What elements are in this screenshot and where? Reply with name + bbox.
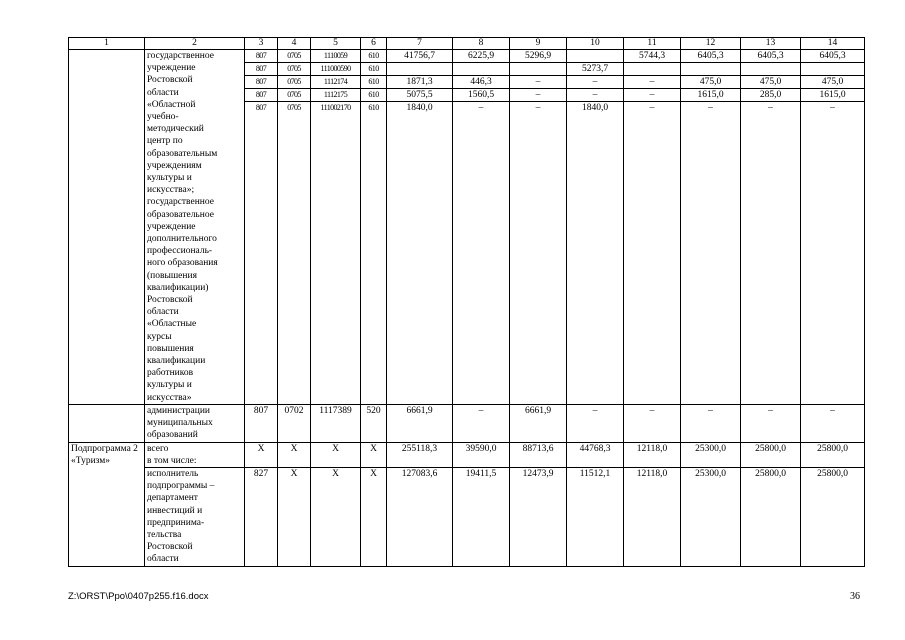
sub-row-value — [510, 63, 566, 76]
column-number-2: 2 — [145, 38, 245, 50]
sub-row-value: 0705 — [287, 103, 301, 112]
sub-row-value: 807 — [245, 63, 277, 76]
sub-row-value: 610 — [361, 76, 386, 89]
sub-row-value: – — [624, 76, 680, 89]
sub-row-value: 610 — [361, 63, 386, 76]
text-line: повышения — [147, 343, 194, 354]
text-line: тельства — [147, 529, 182, 540]
sub-row-value: 475,0 — [741, 76, 800, 89]
col6-cell: 520 — [361, 404, 387, 442]
col10-cell — [567, 50, 624, 405]
col6-cell — [361, 50, 387, 405]
sub-row-value: 446,3 — [453, 76, 509, 89]
sub-row-value: – — [624, 89, 680, 102]
col8-cell: – — [453, 404, 510, 442]
col13-cell — [741, 50, 801, 405]
text-line: работников — [147, 368, 194, 379]
sub-row-value — [453, 63, 509, 76]
col4-cell: Х — [278, 442, 311, 467]
text-line: культуры и — [147, 173, 192, 184]
table-row — [69, 50, 865, 405]
col11-cell: – — [624, 404, 681, 442]
col8-cell: 19411,5 — [453, 467, 510, 566]
text-line: Ростовской — [147, 295, 193, 306]
text-line: Ростовской — [147, 542, 193, 553]
text-line: учреждение — [147, 63, 196, 74]
sub-row-value: 5273,7 — [567, 63, 623, 76]
column-number-7: 7 — [387, 38, 453, 50]
col14-cell — [801, 50, 865, 405]
column-number-4: 4 — [278, 38, 311, 50]
sub-row-value — [567, 50, 623, 63]
sub-row-value: – — [830, 103, 835, 113]
sub-row-value: 475,0 — [681, 76, 740, 89]
sub-row-value: – — [708, 103, 713, 113]
sub-row-value: 6225,9 — [453, 50, 509, 63]
text-line: «Областной — [147, 99, 196, 110]
text-line: инвестиций и — [147, 505, 203, 516]
column-number-1: 1 — [69, 38, 145, 50]
sub-row-value: 610 — [361, 89, 386, 102]
text-line: образовательное — [147, 209, 214, 220]
program-cell — [69, 442, 145, 566]
col10-cell: – — [567, 404, 624, 442]
sub-row-value — [387, 63, 452, 76]
col4-cell: 0702 — [278, 404, 311, 442]
text-line: в том числе: — [147, 455, 197, 466]
text-line: искусства» — [147, 392, 192, 403]
sub-row-value: 807 — [245, 76, 277, 89]
text-line: администрации — [147, 405, 211, 416]
sub-row-value: 5075,5 — [387, 89, 452, 102]
text-line: квалификации) — [147, 282, 209, 293]
org-cell — [145, 442, 245, 467]
table-row — [69, 442, 865, 467]
sub-row-value: 1840,0 — [581, 103, 609, 113]
col14-cell: – — [801, 404, 865, 442]
text-line: профессиональ- — [147, 246, 213, 257]
sub-row-value — [741, 63, 800, 76]
text-line: государственное — [147, 197, 214, 208]
col5-cell: 1117389 — [311, 404, 361, 442]
sub-row-value: 1112174 — [311, 76, 360, 89]
column-number-row — [69, 38, 865, 50]
text-line: департамент — [147, 493, 198, 504]
sub-row-value: 1840,0 — [406, 103, 433, 113]
sub-row-value — [681, 63, 740, 76]
text-line: квалификации — [147, 356, 206, 367]
col11-cell — [624, 50, 681, 405]
text-line: Подпрограмма 2 — [71, 443, 138, 454]
sub-row-value: – — [567, 76, 623, 89]
text-line: «Туризм» — [71, 455, 111, 466]
text-line: учреждение — [147, 221, 196, 232]
column-number-8: 8 — [453, 38, 510, 50]
text-line: учебно- — [147, 112, 179, 123]
text-line: всего — [147, 443, 169, 454]
column-number-12: 12 — [681, 38, 741, 50]
col11-cell: 12118,0 — [624, 467, 681, 566]
column-number-5: 5 — [311, 38, 361, 50]
col7-cell: 127083,6 — [387, 467, 453, 566]
text-line: образовательным — [147, 148, 218, 159]
col8-cell — [453, 50, 510, 405]
column-number-14: 14 — [801, 38, 865, 50]
text-line: подпрограммы – — [147, 481, 215, 492]
column-number-9: 9 — [510, 38, 567, 50]
org-cell — [145, 404, 245, 442]
col6-cell: Х — [361, 467, 387, 566]
org-cell — [145, 50, 245, 405]
table-row — [69, 404, 865, 442]
sub-row-value: 1615,0 — [801, 89, 864, 102]
col13-cell: 25800,0 — [741, 442, 801, 467]
text-line: области — [147, 554, 179, 565]
sub-row-value: – — [478, 103, 484, 113]
sub-row-value: 0705 — [278, 89, 310, 102]
col12-cell: 25300,0 — [681, 442, 741, 467]
text-line: «Областные — [147, 319, 197, 330]
sub-row-value: 5296,9 — [510, 50, 566, 63]
sub-row-value: 0705 — [278, 76, 310, 89]
col14-cell: 25800,0 — [801, 442, 865, 467]
sub-row-value: 1110059 — [311, 50, 360, 63]
program-cell — [69, 50, 145, 405]
sub-row-value: 6405,3 — [741, 50, 800, 63]
column-number-11: 11 — [624, 38, 681, 50]
text-line: области — [147, 307, 179, 318]
sub-row-value: – — [567, 89, 623, 102]
col7-cell: 255118,3 — [387, 442, 453, 467]
column-number-10: 10 — [567, 38, 624, 50]
sub-row-value: 111002170 — [320, 103, 351, 112]
sub-row-value: 807 — [255, 103, 267, 112]
text-line: образований — [147, 430, 198, 441]
col13-cell: 25800,0 — [741, 467, 801, 566]
col12-cell — [681, 50, 741, 405]
text-line: искусства»; — [147, 185, 195, 196]
sub-row-value: 610 — [361, 50, 386, 63]
col7-cell: 6661,9 — [387, 404, 453, 442]
text-line: дополнительного — [147, 234, 217, 245]
column-number-13: 13 — [741, 38, 801, 50]
sub-row-value: 111000590 — [311, 63, 360, 76]
sub-row-value: 0705 — [278, 63, 310, 76]
col5-cell: Х — [311, 442, 361, 467]
sub-row-value: 1560,5 — [453, 89, 509, 102]
text-line: методический — [147, 124, 204, 135]
text-line: государственное — [147, 51, 214, 61]
text-line: ного образования — [147, 258, 218, 269]
sub-row-value: 1112175 — [311, 89, 360, 102]
sub-row-value: 807 — [245, 50, 277, 63]
col3-cell: Х — [245, 442, 278, 467]
col9-cell: 6661,9 — [510, 404, 567, 442]
sub-row-value: – — [510, 89, 566, 102]
budget-table — [68, 37, 865, 567]
text-line: учреждениям — [147, 160, 202, 171]
col6-cell: Х — [361, 442, 387, 467]
col9-cell: 88713,6 — [510, 442, 567, 467]
table-row — [69, 467, 865, 566]
file-path: Z:\ORST\Ppo\0407p255.f16.docx — [68, 591, 209, 602]
col8-cell: 39590,0 — [453, 442, 510, 467]
sub-row-value: 0705 — [278, 50, 310, 63]
col14-cell: 25800,0 — [801, 467, 865, 566]
col5-cell — [311, 50, 361, 405]
sub-row-value: 610 — [368, 103, 379, 112]
col12-cell: – — [681, 404, 741, 442]
col4-cell: Х — [278, 467, 311, 566]
sub-row-value: 285,0 — [741, 89, 800, 102]
col3-cell: 807 — [245, 404, 278, 442]
col11-cell: 12118,0 — [624, 442, 681, 467]
sub-row-value: 475,0 — [801, 76, 864, 89]
text-line: исполнитель — [147, 468, 199, 479]
col3-cell — [245, 50, 278, 405]
text-line: предпринима- — [147, 517, 205, 528]
sub-row-value: – — [768, 103, 773, 113]
sub-row-value: – — [535, 103, 541, 113]
sub-row-value: 41756,7 — [387, 50, 452, 63]
page-number: 36 — [850, 591, 860, 602]
text-line: культуры и — [147, 380, 192, 391]
col3-cell: 827 — [245, 467, 278, 566]
sub-row-value: 1871,3 — [387, 76, 452, 89]
col10-cell: 44768,3 — [567, 442, 624, 467]
text-line: центр по — [147, 136, 183, 147]
text-line: (повышения — [147, 270, 197, 281]
sub-row-value: 807 — [245, 89, 277, 102]
sub-row-value: 1615,0 — [681, 89, 740, 102]
col4-cell — [278, 50, 311, 405]
col10-cell: 11512,1 — [567, 467, 624, 566]
sub-row-value — [624, 63, 680, 76]
sub-row-value: – — [510, 76, 566, 89]
col5-cell: Х — [311, 467, 361, 566]
sub-row-value: 5744,3 — [624, 50, 680, 63]
col9-cell: 12473,9 — [510, 467, 567, 566]
sub-row-value: 6405,3 — [681, 50, 740, 63]
program-cell — [69, 404, 145, 442]
text-line: муниципальных — [147, 418, 213, 429]
org-cell — [145, 467, 245, 566]
col13-cell: – — [741, 404, 801, 442]
col9-cell — [510, 50, 567, 405]
sub-row-value: – — [649, 103, 655, 113]
column-number-3: 3 — [245, 38, 278, 50]
sub-row-value: 6405,3 — [801, 50, 864, 63]
sub-row-value — [801, 63, 864, 76]
col7-cell — [387, 50, 453, 405]
text-line: Ростовской — [147, 75, 193, 86]
text-line: области — [147, 87, 179, 98]
col12-cell: 25300,0 — [681, 467, 741, 566]
column-number-6: 6 — [361, 38, 387, 50]
text-line: курсы — [147, 331, 172, 342]
